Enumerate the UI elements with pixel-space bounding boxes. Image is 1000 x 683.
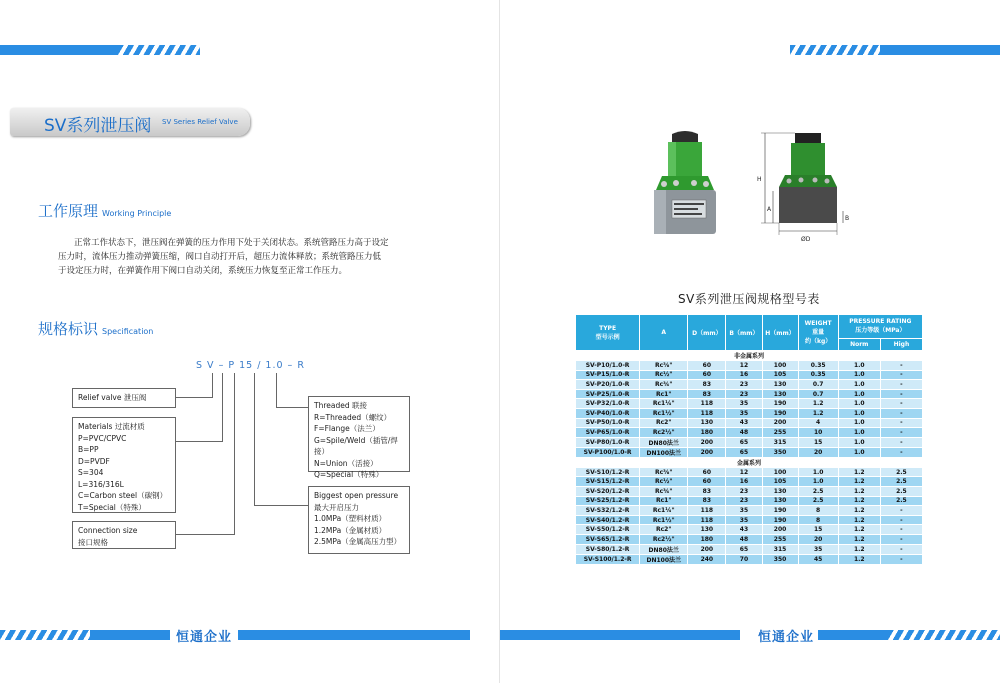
spec-table: [575, 314, 923, 565]
table-cell: SV-S100/1.2-R: [576, 554, 640, 564]
table-cell: 1.0: [838, 408, 880, 418]
table-title: SV系列泄压阀规格型号表: [678, 292, 820, 306]
table-cell: 2.5: [880, 467, 922, 477]
spec-heading-cn: 规格标识: [38, 320, 99, 338]
dim-label-d: ØD: [801, 236, 811, 243]
box-text: Threaded 联接: [314, 401, 367, 410]
table-cell: -: [880, 506, 922, 516]
table-cell: 1.0: [838, 370, 880, 380]
table-cell: 1.0: [838, 418, 880, 428]
bottom-stripe-right: [500, 630, 1000, 640]
connector-line: [254, 373, 255, 505]
table-group-row: [576, 457, 923, 467]
table-cell: Rc1": [640, 389, 688, 399]
table-cell: -: [880, 534, 922, 544]
table-cell: 20: [798, 447, 838, 457]
table-cell: 12: [726, 361, 762, 371]
table-cell: -: [880, 408, 922, 418]
box-pressure: [308, 486, 410, 554]
table-row: [576, 370, 923, 380]
spec-heading: [38, 318, 153, 339]
company-logo-left: 恒通企业: [176, 630, 233, 645]
table-row: [576, 486, 923, 496]
table-cell: 1.2: [838, 486, 880, 496]
table-cell: 2.5: [880, 477, 922, 487]
table-cell: 315: [762, 437, 798, 447]
table-cell: 8: [798, 506, 838, 516]
table-cell: DN100法兰: [640, 554, 688, 564]
table-cell: 0.7: [798, 380, 838, 390]
table-cell: 65: [726, 437, 762, 447]
table-row: [576, 477, 923, 487]
table-cell: 2.5: [798, 486, 838, 496]
table-cell: DN100法兰: [640, 447, 688, 457]
table-cell: 1.2: [838, 467, 880, 477]
principle-text: [58, 236, 448, 278]
table-cell: Rc⅜": [640, 467, 688, 477]
table-cell: 100: [762, 467, 798, 477]
th-weight-en: WEIGHT: [804, 320, 832, 327]
th-pressure: [838, 315, 922, 339]
table-cell: 48: [726, 534, 762, 544]
table-cell: 1.2: [838, 525, 880, 535]
table-cell: 60: [688, 361, 726, 371]
table-cell: SV-P40/1.0-R: [576, 408, 640, 418]
bottom-stripe-left: [0, 630, 470, 640]
th-b: B（mm）: [726, 315, 762, 351]
table-cell: 83: [688, 486, 726, 496]
table-cell: 1.0: [838, 380, 880, 390]
table-cell: 190: [762, 408, 798, 418]
box-connection-size: [72, 521, 176, 549]
box-text: D=PVDF: [78, 456, 110, 466]
table-row: [576, 380, 923, 390]
table-group-label: 非金属系列: [576, 351, 923, 361]
table-cell: 48: [726, 428, 762, 438]
box-threaded: [308, 396, 410, 479]
table-cell: 35: [726, 506, 762, 516]
table-cell: 1.0: [798, 467, 838, 477]
table-cell: 1.2: [838, 554, 880, 564]
table-cell: 350: [762, 554, 798, 564]
table-cell: 190: [762, 515, 798, 525]
table-cell: 15: [798, 437, 838, 447]
table-cell: 130: [688, 418, 726, 428]
th-weight-cn: 重量: [812, 329, 825, 336]
table-cell: -: [880, 554, 922, 564]
table-row: [576, 467, 923, 477]
table-cell: 2.5: [880, 486, 922, 496]
table-cell: -: [880, 418, 922, 428]
table-cell: 200: [688, 437, 726, 447]
table-cell: SV-S15/1.2-R: [576, 477, 640, 487]
table-cell: DN80法兰: [640, 544, 688, 554]
table-cell: Rc2½": [640, 428, 688, 438]
table-cell: 1.0: [838, 399, 880, 409]
title-main: SV系列泄压阀: [44, 116, 152, 136]
box-materials: [72, 417, 176, 513]
table-cell: SV-P50/1.0-R: [576, 418, 640, 428]
table-cell: 190: [762, 399, 798, 409]
principle-line: 正常工作状态下，泄压阀在弹簧的压力作用下处于关闭状态。系统管路压力高于设定: [74, 238, 389, 248]
table-cell: 255: [762, 428, 798, 438]
th-d: D（mm）: [688, 315, 726, 351]
th-type-cn: 型号示例: [595, 333, 620, 341]
table-cell: 118: [688, 408, 726, 418]
table-cell: SV-S65/1.2-R: [576, 534, 640, 544]
table-row: [576, 447, 923, 457]
table-cell: 130: [762, 486, 798, 496]
box-text: S=304: [78, 468, 104, 477]
box-text: G=Spile/Weld（插管/焊接）: [314, 435, 398, 456]
table-cell: 130: [762, 496, 798, 506]
box-text: R=Threaded（螺纹）: [314, 412, 392, 422]
dim-label-h: H: [757, 176, 762, 183]
table-row: [576, 515, 923, 525]
table-cell: 1.0: [798, 477, 838, 487]
table-cell: 12: [726, 467, 762, 477]
box-text: T=Special（特殊）: [78, 502, 146, 512]
table-row: [576, 361, 923, 371]
table-cell: 1.2: [838, 506, 880, 516]
table-cell: SV-P20/1.0-R: [576, 380, 640, 390]
table-cell: -: [880, 361, 922, 371]
table-cell: SV-P32/1.0-R: [576, 399, 640, 409]
table-cell: 240: [688, 554, 726, 564]
table-cell: Rc2½": [640, 534, 688, 544]
table-cell: 35: [726, 399, 762, 409]
table-cell: 200: [762, 418, 798, 428]
box-text: 2.5MPa（金属高压力型）: [314, 537, 402, 546]
table-cell: 70: [726, 554, 762, 564]
table-cell: SV-S10/1.2-R: [576, 467, 640, 477]
box-text: Connection size: [78, 526, 138, 535]
table-cell: 1.0: [838, 361, 880, 371]
spec-heading-en: Specification: [102, 327, 154, 336]
table-cell: 255: [762, 534, 798, 544]
table-cell: 1.0: [838, 447, 880, 457]
box-text: P=PVC/CPVC: [78, 433, 127, 443]
connector-line: [234, 373, 235, 534]
table-cell: 200: [688, 544, 726, 554]
table-cell: 130: [688, 525, 726, 535]
box-text: F=Flange（法兰）: [314, 424, 380, 433]
th-pressure-en: PRESSURE RATING: [849, 318, 912, 326]
table-cell: 83: [688, 389, 726, 399]
table-row: [576, 408, 923, 418]
th-high: High: [880, 338, 922, 350]
th-h: H（mm）: [762, 315, 798, 351]
table-cell: 1.2: [838, 544, 880, 554]
table-cell: 130: [762, 389, 798, 399]
box-text: 最大开启压力: [314, 502, 359, 512]
table-cell: 60: [688, 370, 726, 380]
dim-label-a: A: [767, 206, 772, 213]
connector-line: [222, 373, 223, 441]
table-cell: 315: [762, 544, 798, 554]
box-text: 接口规格: [78, 537, 108, 547]
table-cell: 10: [798, 428, 838, 438]
table-cell: 200: [688, 447, 726, 457]
table-cell: 23: [726, 389, 762, 399]
table-row: [576, 418, 923, 428]
table-cell: SV-S80/1.2-R: [576, 544, 640, 554]
connector-line: [176, 441, 223, 442]
box-text: C=Carbon steel（碳钢）: [78, 491, 168, 500]
box-text: 1.0MPa（塑料材质）: [314, 514, 387, 523]
box-text: Relief valve 泄压阀: [78, 393, 147, 402]
principle-heading: [38, 200, 171, 221]
th-norm: Norm: [838, 338, 880, 350]
box-text: N=Union（活接）: [314, 458, 378, 468]
table-cell: Rc1½": [640, 515, 688, 525]
table-cell: 60: [688, 477, 726, 487]
connector-line: [276, 373, 277, 407]
table-cell: 23: [726, 486, 762, 496]
connector-line: [276, 407, 308, 408]
box-text: L=316/316L: [78, 479, 124, 489]
top-stripe-right: [790, 45, 1000, 55]
table-cell: Rc¾": [640, 486, 688, 496]
table-cell: 8: [798, 515, 838, 525]
table-cell: Rc2": [640, 525, 688, 535]
table-cell: 35: [798, 544, 838, 554]
table-cell: -: [880, 525, 922, 535]
table-cell: 4: [798, 418, 838, 428]
table-cell: 1.2: [798, 399, 838, 409]
box-text: Q=Special（特殊）: [314, 470, 384, 479]
spec-code: S V – P 15 / 1.0 – R: [196, 360, 305, 371]
table-row: [576, 389, 923, 399]
principle-line: 压力时，流体压力推动弹簧压缩，阀口自动打开后，超压力流体释放；系统管路压力低: [58, 252, 382, 262]
table-cell: -: [880, 544, 922, 554]
th-type-en: TYPE: [599, 324, 617, 332]
table-cell: 2.5: [880, 496, 922, 506]
table-cell: 190: [762, 506, 798, 516]
table-cell: 23: [726, 380, 762, 390]
table-cell: DN80法兰: [640, 437, 688, 447]
table-cell: Rc¾": [640, 380, 688, 390]
table-cell: -: [880, 515, 922, 525]
product-photo: [650, 128, 720, 238]
title-banner: [10, 108, 250, 136]
box-text: B=PP: [78, 445, 99, 454]
box-text: Materials 过流材质: [78, 422, 145, 431]
table-cell: 200: [762, 525, 798, 535]
table-cell: SV-S25/1.2-R: [576, 496, 640, 506]
table-row: [576, 506, 923, 516]
table-cell: Rc1¼": [640, 506, 688, 516]
table-cell: 1.2: [798, 408, 838, 418]
th-pressure-cn: 压力等级（MPa）: [855, 327, 906, 335]
table-row: [576, 496, 923, 506]
dimension-drawing: [755, 125, 855, 245]
table-cell: 1.0: [838, 428, 880, 438]
table-cell: Rc½": [640, 477, 688, 487]
principle-heading-en: Working Principle: [102, 209, 172, 218]
table-cell: 15: [798, 525, 838, 535]
table-row: [576, 525, 923, 535]
table-cell: 16: [726, 370, 762, 380]
table-cell: 16: [726, 477, 762, 487]
title-sub: SV Series Relief Valve: [162, 118, 238, 126]
table-cell: 0.35: [798, 370, 838, 380]
table-cell: 130: [762, 380, 798, 390]
table-cell: 35: [726, 515, 762, 525]
table-cell: 100: [762, 361, 798, 371]
table-cell: -: [880, 447, 922, 457]
th-weight-unit: 约（kg）: [805, 338, 832, 345]
table-cell: 2.5: [798, 496, 838, 506]
table-cell: 118: [688, 399, 726, 409]
table-cell: 20: [798, 534, 838, 544]
table-cell: -: [880, 389, 922, 399]
table-cell: 1.2: [838, 477, 880, 487]
table-cell: -: [880, 380, 922, 390]
table-cell: SV-S40/1.2-R: [576, 515, 640, 525]
table-cell: 83: [688, 496, 726, 506]
box-relief-valve: [72, 388, 176, 408]
th-type: [576, 315, 640, 351]
table-row: [576, 428, 923, 438]
table-cell: -: [880, 399, 922, 409]
table-cell: 23: [726, 496, 762, 506]
th-weight: [798, 315, 838, 351]
principle-line: 于设定压力时，在弹簧作用下阀口自动关闭，系统压力恢复至正常工作压力。: [58, 266, 348, 276]
table-cell: 43: [726, 418, 762, 428]
table-cell: 105: [762, 370, 798, 380]
table-cell: Rc1": [640, 496, 688, 506]
table-cell: Rc1¼": [640, 399, 688, 409]
table-cell: 350: [762, 447, 798, 457]
table-cell: 118: [688, 506, 726, 516]
table-cell: 0.7: [798, 389, 838, 399]
table-cell: 1.2: [838, 496, 880, 506]
dim-label-b: B: [845, 215, 850, 222]
table-cell: SV-P15/1.0-R: [576, 370, 640, 380]
table-cell: -: [880, 370, 922, 380]
table-row: [576, 399, 923, 409]
table-cell: 0.35: [798, 361, 838, 371]
connector-line: [212, 373, 213, 397]
table-row: [576, 437, 923, 447]
table-cell: 1.2: [838, 534, 880, 544]
table-cell: 60: [688, 467, 726, 477]
table-cell: Rc½": [640, 370, 688, 380]
table-cell: 1.0: [838, 389, 880, 399]
table-cell: 65: [726, 447, 762, 457]
right-page: [500, 0, 1000, 683]
table-cell: -: [880, 437, 922, 447]
table-cell: SV-P100/1.0-R: [576, 447, 640, 457]
table-cell: SV-P25/1.0-R: [576, 389, 640, 399]
table-group-row: [576, 351, 923, 361]
connector-line: [254, 505, 308, 506]
principle-heading-cn: 工作原理: [38, 202, 99, 220]
table-cell: SV-S32/1.2-R: [576, 506, 640, 516]
table-cell: 83: [688, 380, 726, 390]
table-cell: 118: [688, 515, 726, 525]
th-a: A: [640, 315, 688, 351]
table-cell: 35: [726, 408, 762, 418]
box-text: 1.2MPa（金属材质）: [314, 525, 387, 535]
table-cell: 45: [798, 554, 838, 564]
table-row: [576, 554, 923, 564]
table-cell: -: [880, 428, 922, 438]
table-row: [576, 544, 923, 554]
table-cell: 180: [688, 428, 726, 438]
top-stripe-left: [0, 45, 200, 55]
table-cell: SV-P80/1.0-R: [576, 437, 640, 447]
table-row: [576, 534, 923, 544]
connector-line: [176, 534, 235, 535]
table-cell: Rc1½": [640, 408, 688, 418]
table-cell: SV-P65/1.0-R: [576, 428, 640, 438]
table-group-label: 金属系列: [576, 457, 923, 467]
company-logo-right: 恒通企业: [758, 630, 815, 645]
box-text: Biggest open pressure: [314, 491, 399, 500]
table-cell: 1.2: [838, 515, 880, 525]
table-cell: SV-P10/1.0-R: [576, 361, 640, 371]
table-cell: Rc2": [640, 418, 688, 428]
table-cell: 65: [726, 544, 762, 554]
table-cell: 105: [762, 477, 798, 487]
table-cell: SV-S50/1.2-R: [576, 525, 640, 535]
table-cell: 1.0: [838, 437, 880, 447]
table-cell: 180: [688, 534, 726, 544]
table-cell: 43: [726, 525, 762, 535]
table-cell: SV-S20/1.2-R: [576, 486, 640, 496]
connector-line: [176, 397, 213, 398]
table-cell: Rc⅜": [640, 361, 688, 371]
